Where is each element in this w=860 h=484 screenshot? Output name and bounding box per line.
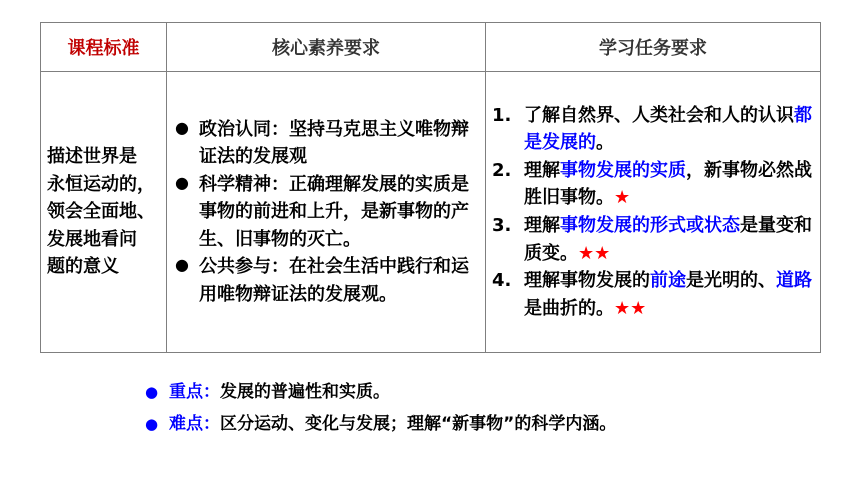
task-highlight: 前途 xyxy=(650,270,686,292)
task-text: 是光明的、 xyxy=(686,270,776,292)
bullet-icon: ● xyxy=(145,383,159,401)
difficult-point-label: 难点： xyxy=(169,414,220,434)
key-point-label: 重点： xyxy=(169,382,220,402)
task-highlight: 都是发展的 xyxy=(524,104,812,154)
standard-line: 永恒运动的， xyxy=(47,173,155,195)
literacy-list xyxy=(173,116,479,309)
difficult-point-text: 区分运动、变化与发展；理解“新事物”的科学内涵。 xyxy=(220,414,617,434)
task-number: 1. xyxy=(492,104,512,126)
task-number: 4. xyxy=(492,270,512,292)
task-number: 2. xyxy=(492,159,512,181)
header-core-literacy: 核心素养要求 xyxy=(167,23,486,72)
literacy-text: 坚持马克思主义唯物辩证法的发展观 xyxy=(199,118,469,168)
header-row xyxy=(41,23,821,72)
literacy-text: 在社会生活中践行和运用唯物辩证法的发展观。 xyxy=(199,256,469,305)
standard-cell xyxy=(41,72,167,353)
literacy-label: 政治认同： xyxy=(199,118,289,140)
task-text: 理解 xyxy=(524,159,560,181)
task-number: 3. xyxy=(492,215,512,236)
task-text: ，新事物必然战胜旧事物。 xyxy=(524,159,812,209)
star-icon: ★★ xyxy=(578,242,611,264)
bullet-icon: ● xyxy=(145,415,159,433)
literacy-text: 正确理解发展的实质是事物的前进和上升，是新事物的产生、旧事物的灭亡。 xyxy=(199,173,469,250)
standards-table xyxy=(40,22,821,353)
bullet-icon: ● xyxy=(175,255,189,275)
task-item xyxy=(492,102,816,157)
task-text: 是曲折的。 xyxy=(524,297,614,319)
difficult-point-item xyxy=(145,408,616,440)
tasks-cell xyxy=(486,72,821,353)
literacy-item xyxy=(173,253,479,308)
task-highlight: 道路 xyxy=(776,270,812,292)
literacy-label: 科学精神： xyxy=(199,173,289,195)
task-text: 了解自然界、人类社会和人的认识 xyxy=(524,104,794,126)
star-icon: ★ xyxy=(614,187,631,209)
tasks-list xyxy=(492,102,816,322)
task-highlight: 事物发展的实质 xyxy=(560,159,686,181)
standard-line: 题的意义 xyxy=(47,256,119,278)
task-text: 理解事物发展的 xyxy=(524,270,650,292)
key-points xyxy=(145,376,616,440)
bullet-icon: ● xyxy=(175,172,189,192)
task-text: 理解 xyxy=(524,215,560,236)
literacy-label: 公共参与： xyxy=(199,256,289,278)
key-point-item xyxy=(145,376,616,408)
task-text: 。 xyxy=(596,132,614,154)
key-point-text: 发展的普遍性和实质。 xyxy=(220,382,390,402)
task-highlight: 事物发展的形式或状态 xyxy=(560,215,740,236)
task-item xyxy=(492,267,816,322)
standard-line: 描述世界是 xyxy=(47,146,137,168)
literacy-item xyxy=(173,171,479,254)
task-item xyxy=(492,212,816,267)
header-course-standard: 课程标准 xyxy=(41,23,167,72)
bullet-icon: ● xyxy=(175,117,189,137)
literacy-item xyxy=(173,116,479,171)
content-row xyxy=(41,72,821,353)
star-icon: ★★ xyxy=(614,297,647,319)
standard-line: 发展地看问 xyxy=(47,228,137,250)
literacy-cell xyxy=(167,72,486,353)
standard-line: 领会全面地、 xyxy=(47,201,155,223)
header-learning-tasks: 学习任务要求 xyxy=(486,23,821,72)
task-item xyxy=(492,157,816,212)
task-text: 是量变和质变。 xyxy=(524,215,812,264)
